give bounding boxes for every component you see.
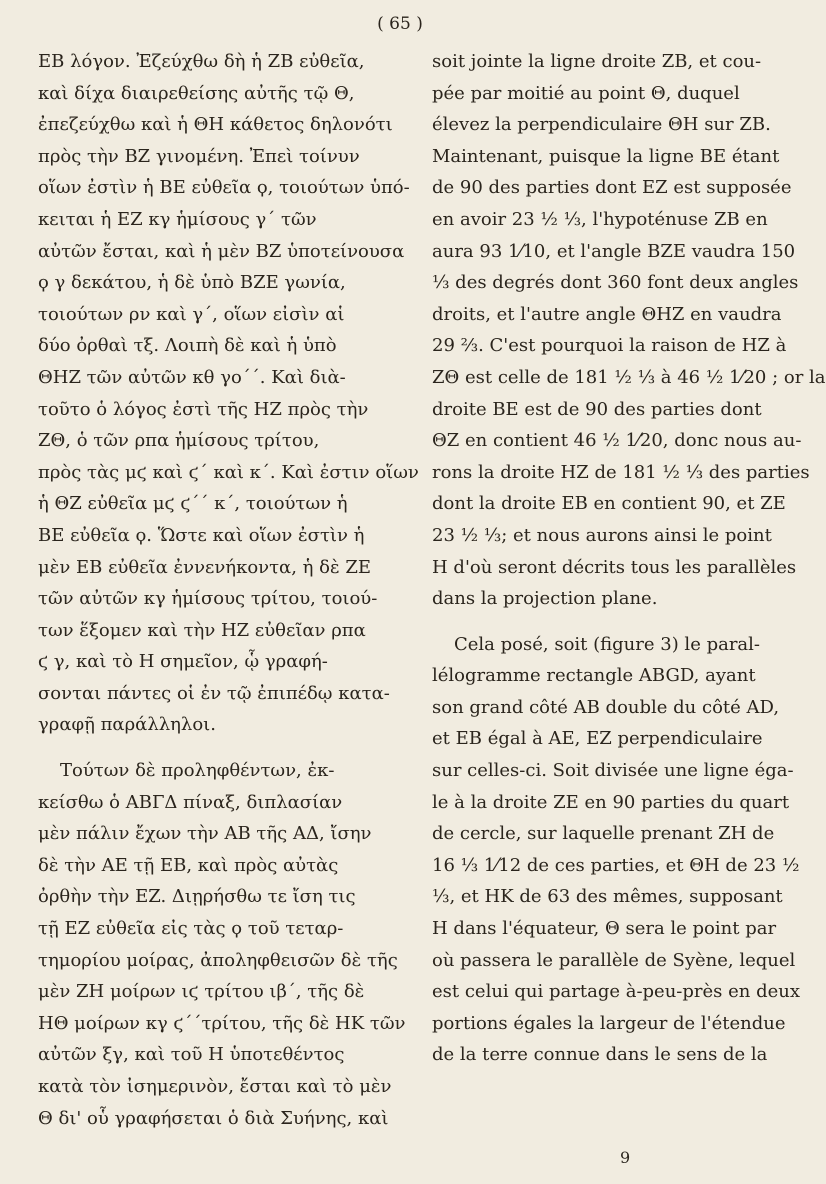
text-line: κειται ἡ EZ κγ ἡμίσους γ΄ τῶν — [38, 208, 317, 230]
text-line: et EB égal à AE, EZ perpendiculaire — [432, 728, 763, 750]
text-line: rons la droite HZ de 181 ½ ⅓ des parties — [432, 461, 810, 483]
text-line: τῶν αὐτῶν κγ ἡμίσους τρίτου, τοιού- — [38, 588, 378, 610]
text-line: τοῦτο ὁ λόγος ἐστὶ τῆς HZ πρὸς τὴν — [38, 398, 369, 420]
text-line: son grand côté AB double du côté AD, — [432, 696, 780, 718]
text-line: ⅓ des degrés dont 360 font deux angles — [432, 272, 799, 294]
text-line: δύο ὀρθαὶ τξ. Λοιπὴ δὲ καὶ ἡ ὑπὸ — [38, 335, 337, 357]
text-line: μὲν EB εὐθεῖα ἐννενήκοντα, ἡ δὲ ZE — [38, 556, 372, 578]
text-line: pée par moitié au point Θ, duquel — [432, 82, 740, 104]
text-line: dans la projection plane. — [432, 588, 658, 610]
text-line: élevez la perpendiculaire ΘH sur ZB. — [432, 114, 771, 136]
greek-column — [38, 46, 419, 1134]
text-line: ὀρθὴν τὴν EZ. Διῃρήσθω τε ἴση τις — [38, 886, 356, 908]
text-line: 29 ⅔. C'est pourquoi la raison de HZ à — [432, 335, 787, 357]
text-line: portions égales la largeur de l'étendue — [432, 1012, 786, 1034]
text-line: soit jointe la ligne droite ZB, et cou- — [432, 51, 762, 72]
text-line: κατὰ τὸν ἰσημερινὸν, ἔσται καὶ τὸ μὲν — [38, 1076, 392, 1097]
text-line: aura 93 1⁄10, et l'angle BZE vaudra 150 — [432, 240, 796, 262]
text-line: αὐτῶν ξγ, καὶ τοῦ H ὑποτεθέντος — [38, 1044, 345, 1066]
text-line: ἐπεζεύχθω καὶ ἡ ΘΗ κάθετος δηλονότι — [38, 114, 393, 136]
signature-mark: 9 — [620, 1148, 631, 1167]
text-line: μὲν πάλιν ἔχων τὴν AB τῆς AΔ, ἴσην — [38, 823, 372, 845]
text-line: ΘHZ τῶν αὐτῶν κθ γο΄΄. Καὶ διὰ- — [38, 366, 346, 388]
text-line: HΘ μοίρων κγ ϛ΄΄τρίτου, τῆς δὲ HK τῶν — [38, 1012, 406, 1034]
text-line: BE εὐθεῖα ϙ. Ὥστε καὶ οἵων ἐστὶν ἡ — [38, 524, 365, 546]
text-line: sur celles-ci. Soit divisée une ligne éga- — [432, 760, 794, 782]
text-line: Θ δι' οὗ γραφήσεται ὁ διὰ Συήνης, καὶ — [38, 1107, 389, 1129]
text-line: EB λόγον. Ἐζεύχθω δὴ ἡ ZB εὐθεῖα, — [38, 51, 365, 72]
page-number: ( 65 ) — [377, 14, 423, 34]
text-line: ZΘ est celle de 181 ½ ⅓ à 46 ½ 1⁄20 ; or la — [432, 366, 826, 388]
text-line: πρὸς τὴν BZ γινομένη. Ἐπεὶ τοίνυν — [38, 145, 360, 167]
french-column — [432, 46, 826, 1071]
text-line: ΘZ en contient 46 ½ 1⁄20, donc nous au- — [432, 430, 802, 452]
text-line: Maintenant, puisque la ligne BE étant — [432, 145, 780, 167]
text-line: de 90 des parties dont EZ est supposée — [432, 177, 792, 199]
text-line: Cela posé, soit (figure 3) le paral- — [454, 633, 760, 655]
text-line: κείσθω ὁ ABΓΔ πίναξ, διπλασίαν — [38, 791, 343, 813]
text-line: le à la droite ZE en 90 parties du quart — [432, 791, 790, 813]
paragraph-gap — [38, 741, 382, 755]
text-line: en avoir 23 ½ ⅓, l'hypoténuse ZB en — [432, 208, 768, 230]
text-line: droite BE est de 90 des parties dont — [432, 398, 762, 420]
text-line: dont la droite EB en contient 90, et ZE — [432, 493, 786, 515]
text-line: δὲ τὴν AE τῇ EB, καὶ πρὸς αὐτὰς — [38, 854, 339, 876]
text-line: 16 ⅓ 1⁄12 de ces parties, et ΘH de 23 ½ — [432, 854, 800, 876]
text-line: τημορίου μοίρας, ἀποληφθεισῶν δὲ τῆς — [38, 949, 398, 971]
text-line: ⅓, et HK de 63 des mêmes, supposant — [432, 886, 783, 908]
text-line: αὐτῶν ἔσται, καὶ ἡ μὲν BZ ὑποτείνουσα — [38, 240, 405, 262]
text-line: où passera le parallèle de Syène, lequel — [432, 949, 796, 971]
paragraph-gap — [432, 615, 770, 629]
text-line: οἵων ἐστὶν ἡ BE εὐθεῖα ϙ, τοιούτων ὑπό- — [38, 177, 410, 199]
text-line: τοιούτων ρν καὶ γ΄, οἵων εἰσὶν αἱ — [38, 303, 345, 325]
text-line: lélogramme rectangle ABGD, ayant — [432, 665, 756, 687]
text-line: πρὸς τὰς μϛ καὶ ϛ΄ καὶ κ΄. Καὶ ἐστιν οἵων — [38, 461, 419, 483]
text-line: H d'où seront décrits tous les parallèles — [432, 556, 797, 578]
text-line: droits, et l'autre angle ΘHZ en vaudra — [432, 303, 782, 325]
text-line: de cercle, sur laquelle prenant ZH de — [432, 823, 775, 845]
text-line: de la terre connue dans le sens de la — [432, 1044, 768, 1066]
text-line: καὶ δίχα διαιρεθείσης αὐτῆς τῷ Θ, — [38, 82, 355, 104]
text-line: 23 ½ ⅓; et nous aurons ainsi le point — [432, 524, 772, 546]
text-line: ἡ ΘZ εὐθεῖα μϛ ϛ΄΄ κ΄, τοιούτων ἡ — [38, 493, 348, 515]
text-line: τῇ EZ εὐθεῖα εἰς τὰς ϙ τοῦ τεταρ- — [38, 918, 344, 940]
text-line: γραφῇ παράλληλοι. — [38, 714, 216, 736]
text-line: μὲν ZH μοίρων ιϛ τρίτου ιβ΄, τῆς δὲ — [38, 981, 365, 1003]
text-line: ϙ γ δεκάτου, ἡ δὲ ὑπὸ BZE γωνία, — [38, 272, 346, 294]
text-line: των ἕξομεν καὶ τὴν HZ εὐθεῖαν ρπα — [38, 619, 366, 641]
text-line: est celui qui partage à-peu-près en deux — [432, 981, 801, 1003]
text-line: H dans l'équateur, Θ sera le point par — [432, 918, 777, 940]
text-line: Τούτων δὲ προληφθέντων, ἐκ- — [60, 760, 335, 782]
text-line: σονται πάντες οἱ ἐν τῷ ἐπιπέδῳ κατα- — [38, 682, 390, 704]
text-line: ZΘ, ὁ τῶν ρπα ἡμίσους τρίτου, — [38, 430, 320, 452]
text-line: ϛ γ, καὶ τὸ H σημεῖον, ᾧ γραφή- — [38, 651, 328, 673]
